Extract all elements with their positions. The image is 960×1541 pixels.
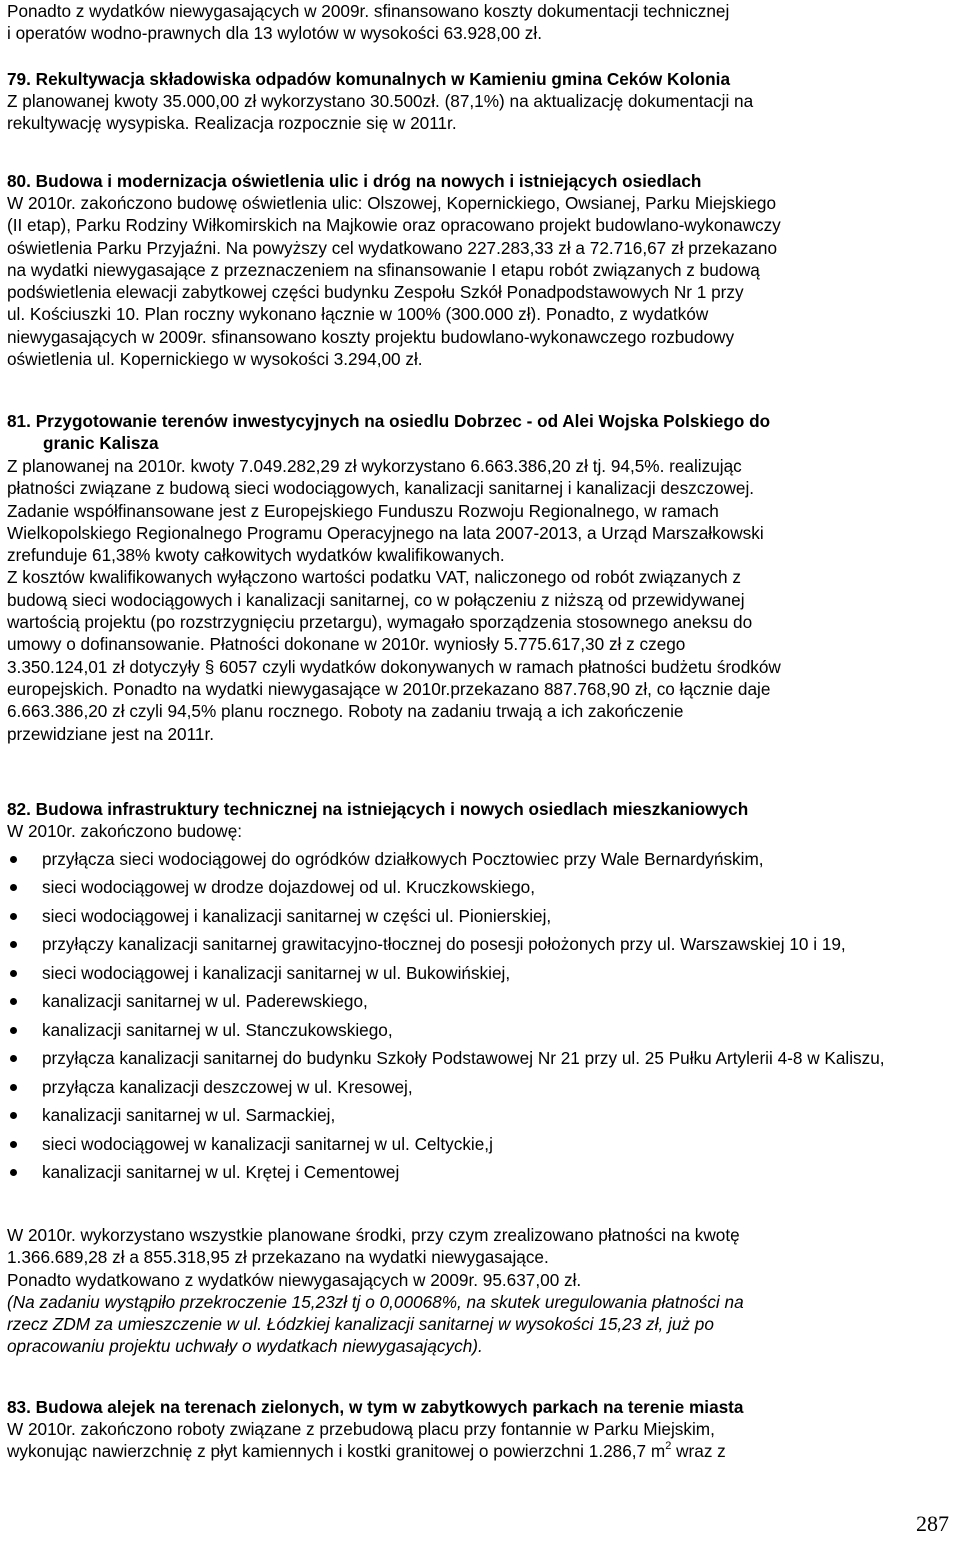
section-80-line: na wydatki niewygasające z przeznaczeniem na sfinansowanie I etapu robót związanych z budową [7, 259, 760, 280]
section-81-number: 81. [7, 411, 31, 431]
bullet-dot-icon [10, 1027, 17, 1034]
section-80-line: niewygasających w 2009r. sfinansowano koszty projektu budowlano-wykonawczego rozbudowy [7, 326, 735, 347]
section-79-line-1: Z planowanej kwoty 35.000,00 zł wykorzystano 30.500zł. (87,1%) na aktualizację dokumentacji na [7, 91, 754, 111]
list-item: sieci wodociągowej w drodze dojazdowej od ul. Kruczkowskiego, [7, 876, 955, 898]
section-81-line: Zadanie współfinansowane jest z Europejskiego Funduszu Rozwoju Regionalnego, w ramach [7, 500, 719, 521]
section-81-body [7, 455, 955, 745]
list-item: przyłączy kanalizacji sanitarnej grawitacyjno-tłocznej do posesji położonych przy ul. Warszawskiej 10 i 19, [7, 933, 955, 955]
section-79-body [7, 90, 955, 135]
section-80-line: oświetlenia Parku Przyjaźni. Na powyższy cel wydatkowano 227.283,33 zł a 72.716,67 zł przekazano [7, 237, 778, 258]
section-83-body [7, 1418, 955, 1463]
list-item: sieci wodociągowej w kanalizacji sanitarnej w ul. Celtyckie,j [7, 1133, 955, 1155]
section-80-line: oświetlenia ul. Kopernickiego w wysokości 3.294,00 zł. [7, 349, 423, 370]
bullet-dot-icon [10, 856, 17, 863]
section-82-note-line-3: opracowaniu projektu uchwały o wydatkach niewygasających). [7, 1336, 483, 1357]
section-82-heading: 82. Budowa infrastruktury technicznej na istniejących i nowych osiedlach mieszkaniowych [7, 799, 749, 819]
section-80-line: W 2010r. zakończono budowę oświetlenia ulic: Olszowej, Kopernickiego, Owsianej, Parku Miejskiego [7, 193, 777, 213]
intro-line-1: Ponadto z wydatków niewygasających w 2009r. sfinansowano koszty dokumentacji technicznej [7, 1, 730, 21]
section-81-heading-line-1: Przygotowanie terenów inwestycyjnych na osiedlu Dobrzec - od Alei Wojska Polskiego do [35, 411, 771, 431]
intro-line-2: i operatów wodno-prawnych dla 13 wylotów w wysokości 63.928,00 zł. [7, 23, 542, 44]
superscript: 2 [665, 1440, 672, 1453]
list-item: przyłącza sieci wodociągowej do ogródków działkowych Pocztowiec przy Wale Bernardyńskim, [7, 848, 955, 870]
section-80-line: podświetlenia elewacji zabytkowej części budynku Zespołu Szkół Ponadpodstawowych Nr 1 przy [7, 282, 744, 303]
list-item: kanalizacji sanitarnej w ul. Sarmackiej, [7, 1104, 955, 1126]
intro-paragraph [7, 0, 955, 45]
section-82-summary-line-1: W 2010r. wykorzystano wszystkie planowane środki, przy czym zrealizowano płatności na kwotę [7, 1225, 740, 1245]
section-82-bullet-list [7, 848, 955, 1190]
list-item: sieci wodociągowej i kanalizacji sanitarnej w części ul. Pionierskiej, [7, 905, 955, 927]
bullet-dot-icon [10, 998, 17, 1005]
section-81-line: budową sieci wodociągowych i kanalizacji sanitarnej, co w połączeniu z niższą od przewidywanej [7, 589, 745, 610]
section-83-line-2: wykonując nawierzchnię z płyt kamiennych i kostki granitowej o powierzchni 1.286,7 $m^2$ wraz z [7, 1440, 726, 1462]
section-81-line: wartością projektu (po rozstrzygnięciu przetargu), wymagało sporządzenia stosownego aneksu do [7, 612, 753, 633]
bullet-dot-icon [10, 1112, 17, 1119]
bullet-dot-icon [10, 884, 17, 891]
section-81-heading [7, 410, 955, 455]
page-number: 287 [916, 1511, 949, 1536]
section-81-line: płatności związane z budową sieci wodociągowych, kanalizacji sanitarnej i kanalizacji deszczowej. [7, 478, 755, 499]
section-81-line: 3.350.124,01 zł dotyczyły § 6057 czyli wydatków dokonywanych w ramach płatności budżetu środków [7, 656, 781, 677]
section-79-line-2: rekultywację wysypiska. Realizacja rozpocznie się w 2011r. [7, 113, 457, 134]
section-80-line: ul. Kościuszki 10. Plan roczny wykonano łącznie w 100% (300.000 zł). Ponadto, z wydatków [7, 304, 709, 325]
section-80-body [7, 192, 955, 370]
section-81-line: umowy o dofinansowanie. Płatności dokonane w 2010r. wyniosły 5.775.617,30 zł z czego [7, 634, 686, 655]
list-item: kanalizacji sanitarnej w ul. Stanczukowskiego, [7, 1019, 955, 1041]
section-81-line: Wielkopolskiego Regionalnego Programu Operacyjnego na lata 2007-2013, a Urząd Marszałkowski [7, 522, 764, 543]
section-82-note-line-1: (Na zadaniu wystąpiło przekroczenie 15,23zł tj o 0,00068%, na skutek uregulowania płatności na [7, 1291, 744, 1312]
section-82-summary-line-3: Ponadto wydatkowano z wydatków niewygasających w 2009r. 95.637,00 zł. [7, 1269, 582, 1290]
bullet-dot-icon [10, 1169, 17, 1176]
section-82-summary [7, 1224, 955, 1358]
section-83-line-1: W 2010r. zakończono roboty związane z przebudową placu przy fontannie w Parku Miejskim, [7, 1419, 715, 1439]
bullet-dot-icon [10, 1055, 17, 1062]
section-81-heading-line-2: granic Kalisza [43, 433, 159, 454]
bullet-dot-icon [10, 941, 17, 948]
section-81-line: europejskich. Ponadto na wydatki niewygasające w 2010r.przekazano 887.768,90 zł, co łącznie daje [7, 678, 771, 699]
section-82-summary-line-2: 1.366.689,28 zł a 855.318,95 zł przekazano na wydatki niewygasające. [7, 1247, 549, 1268]
bullet-dot-icon [10, 970, 17, 977]
section-79-heading: 79. Rekultywacja składowiska odpadów komunalnych w Kamieniu gmina Ceków Kolonia [7, 69, 731, 89]
document-page [7, 0, 955, 1541]
section-81-line: zrefunduje 61,38% kwoty całkowitych wydatków kwalifikowanych. [7, 545, 505, 566]
section-81-line: Z planowanej na 2010r. kwoty 7.049.282,29 zł wykorzystano 6.663.386,20 zł tj. 94,5%. realizując [7, 456, 742, 476]
list-item: sieci wodociągowej i kanalizacji sanitarnej w ul. Bukowińskiej, [7, 962, 955, 984]
section-80-line: (II etap), Parku Rodziny Wiłkomirskich na Majkowie oraz opracowano projekt budowlano-wykonawczy [7, 215, 781, 236]
section-81-line: 6.663.386,20 zł czyli 94,5% planu rocznego. Roboty na zadaniu trwają a ich zakończenie [7, 701, 684, 722]
bullet-dot-icon [10, 1141, 17, 1148]
bullet-dot-icon [10, 913, 17, 920]
section-81-line: Z kosztów kwalifikowanych wyłączono wartości podatku VAT, naliczonego od robót związanych z [7, 567, 741, 588]
section-83-heading: 83. Budowa alejek na terenach zielonych, w tym w zabytkowych parkach na terenie miasta [7, 1397, 744, 1417]
bullet-dot-icon [10, 1084, 17, 1091]
section-81-line: przewidziane jest na 2011r. [7, 723, 215, 744]
list-item: przyłącza kanalizacji deszczowej w ul. Kresowej, [7, 1076, 955, 1098]
list-item: kanalizacji sanitarnej w ul. Krętej i Cementowej [7, 1161, 955, 1183]
section-82-intro: W 2010r. zakończono budowę: [7, 821, 243, 841]
list-item: przyłącza kanalizacji sanitarnej do budynku Szkoły Podstawowej Nr 21 przy ul. 25 Pułku Artylerii 4-8 w Kaliszu, [7, 1047, 955, 1069]
section-82-note-line-2: rzecz ZDM za umieszczenie w ul. Łódzkiej kanalizacji sanitarnej w wysokości 15,23 zł, już po [7, 1314, 714, 1335]
section-80-heading: 80. Budowa i modernizacja oświetlenia ulic i dróg na nowych i istniejących osiedlach [7, 171, 702, 191]
list-item: kanalizacji sanitarnej w ul. Paderewskiego, [7, 990, 955, 1012]
